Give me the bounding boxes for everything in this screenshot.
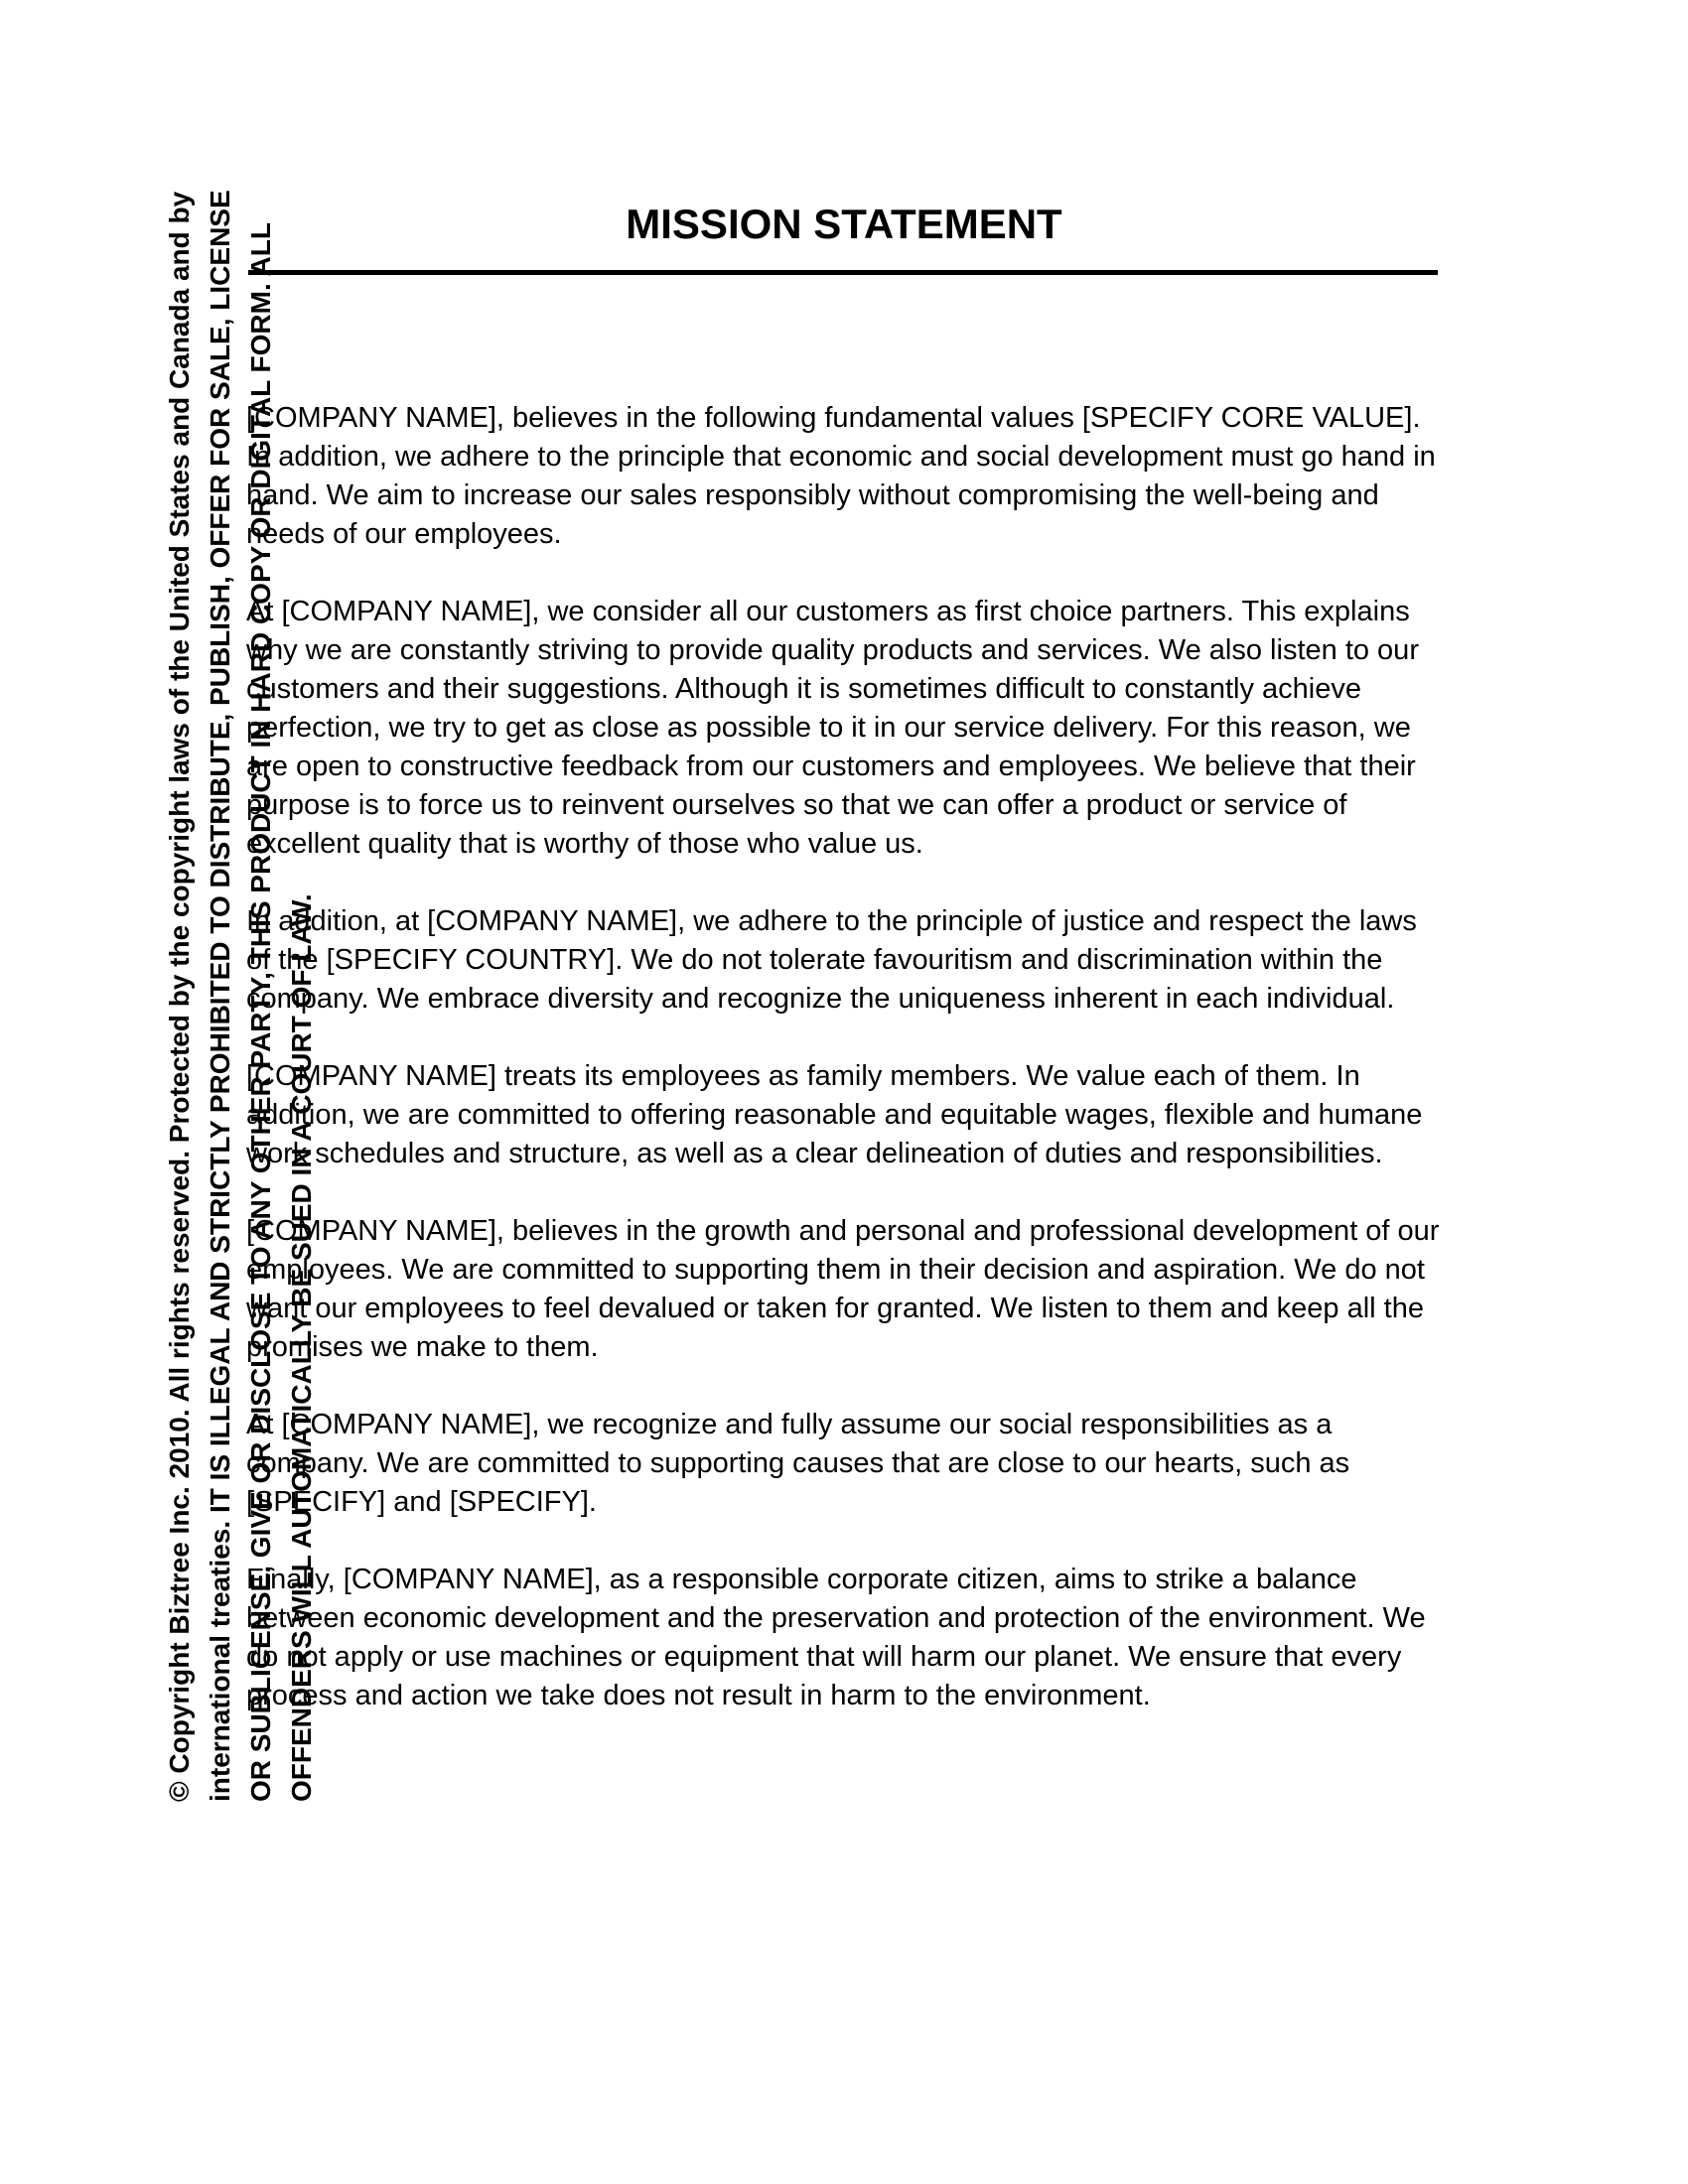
copyright-line: international treaties. IT IS ILLEGAL AND STRICTLY PROHIBITED TO DISTRIBUTE, PUBLISH, OFFER FOR SALE, LICENSE: [205, 190, 235, 1802]
paragraph-social-responsibility: At [COMPANY NAME], we recognize and fully assume our social responsibilities as a company. We are committed to supporting causes that are close to our hearts, such as [SPECIFY] and [SPECIFY].: [246, 1409, 1350, 1518]
copyright-sidebar: [159, 15, 322, 1802]
paragraph-employees: [COMPANY NAME] treats its employees as family members. We value each of them. In addition, we are committed to offering reasonable and equitable wages, flexible and humane work schedules and structure, as well as a clear delineation of duties and responsibilities.: [246, 1060, 1423, 1169]
paragraph-justice: In addition, at [COMPANY NAME], we adhere to the principle of justice and respect the laws of the [SPECIFY COUNTRY]. We do not tolerate favouritism and discrimination within the company. We embrace diversity and recognize the uniqueness inherent in each individual.: [246, 905, 1417, 1015]
paragraph-development: [COMPANY NAME], believes in the growth and personal and professional development of our employees. We are committed to supporting them in their decision and aspiration. We do not want our employees to feel devalued or taken for granted. We listen to them and keep all the promises we make to them.: [246, 1215, 1440, 1363]
copyright-line: © Copyright Biztree Inc. 2010. All rights reserved. Protected by the copyright laws of the United States and Canada and by: [164, 191, 195, 1802]
paragraph-customers: At [COMPANY NAME], we consider all our customers as first choice partners. This explains why we are constantly striving to provide quality products and services. We also listen to our customers and their suggestions. Although it is sometimes difficult to constantly achieve perfection, we try to get as close as possible to it in our service delivery. For this reason, we are open to constructive feedback from our customers and employees. We believe that their purpose is to force us to reinvent ourselves so that we can offer a product or service of excellent quality that is worthy of those who value us.: [246, 596, 1419, 860]
copyright-line: OFFENDERS WILL AUTOMATICALLY BE SUED IN A COURT OF LAW.: [286, 893, 317, 1802]
paragraph-core-values: [COMPANY NAME], believes in the following fundamental values [SPECIFY CORE VALUE]. In addition, we adhere to the principle that economic and social development must go hand in hand. We aim to increase our sales responsibly without compromising the well-being and needs of our employees.: [246, 402, 1436, 550]
document-title: MISSION STATEMENT: [626, 201, 1062, 247]
paragraph-environment: Finally, [COMPANY NAME], as a responsible corporate citizen, aims to strike a balance between economic development and the preservation and protection of the environment. We do not apply or use machines or equipment that will harm our planet. We ensure that every process and action we take does not result in harm to the environment.: [246, 1564, 1426, 1711]
title-divider: [248, 270, 1438, 275]
document-body: [246, 399, 1444, 1754]
copyright-line: OR SUBLICENSE, GIVE OR DISCLOSE TO ANY OTHER PARTY, THIS PRODUCT IN HARD COPY OR DIGITAL FORM. ALL: [245, 222, 276, 1802]
